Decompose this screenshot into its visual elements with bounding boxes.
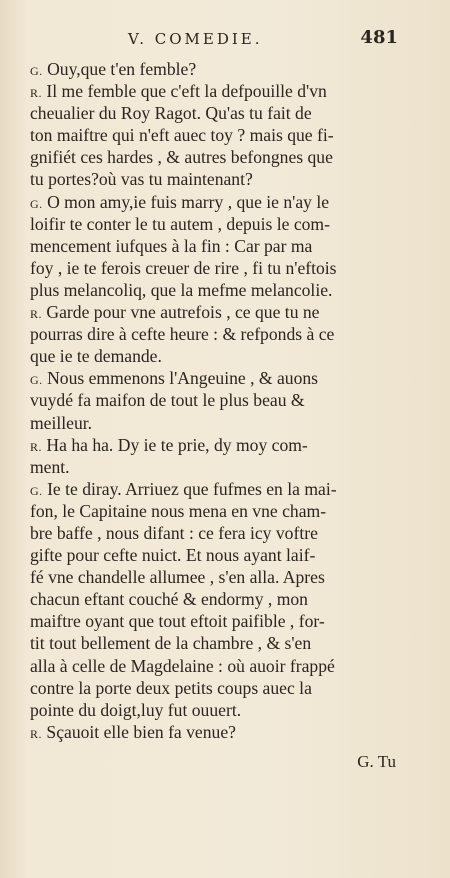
line-text: O mon amy,ie fuis marry , que ie n'ay le (42, 191, 330, 212)
line-text: bre baffe , nous difant : ce fera icy voftre (30, 522, 318, 543)
text-line (30, 566, 410, 588)
line-text: pourras dire à cefte heure : & refponds à ce (30, 324, 335, 345)
line-text: ment. (30, 456, 70, 477)
dialogue-text (30, 58, 410, 743)
text-line (30, 522, 410, 544)
line-text: Ha ha ha. Dy ie te prie, dy moy com- (42, 434, 308, 455)
line-text: Il me femble que c'eft la defpouille d'vn (42, 81, 327, 102)
line-text: plus melancoliq, que la mefme melancolie. (30, 279, 333, 300)
line-text: Ie te diray. Arriuez que fufmes en la mai- (42, 478, 337, 499)
text-line (30, 58, 410, 80)
speaker-label: R. (30, 726, 43, 741)
line-text: contre la porte deux petits coups auec la (30, 677, 312, 698)
line-text: Nous emmenons l'Angeuine , & auons (42, 368, 319, 389)
text-line (30, 721, 410, 743)
line-text: ton maiftre qui n'eft auec toy ? mais que fi- (30, 125, 334, 146)
text-line (30, 610, 410, 632)
text-line (30, 102, 410, 124)
line-text: fon, le Capitaine nous mena en vne cham- (30, 500, 327, 521)
speaker-label: G. (30, 64, 43, 78)
line-text: gifte pour cefte nuict. Et nous ayant laif- (30, 545, 316, 566)
text-line (30, 235, 410, 257)
line-text: maiftre oyant que tout eftoit paifible , for- (30, 611, 325, 632)
line-text: Sçauoit elle bien fa venue? (42, 721, 236, 742)
line-text: pointe du doigt,luy fut ouuert. (30, 699, 242, 720)
catchword: G. Tu (357, 752, 396, 771)
text-line (30, 456, 410, 478)
text-line (30, 632, 410, 654)
text-line (30, 279, 410, 301)
text-line (30, 699, 410, 721)
text-line (30, 257, 410, 279)
speaker-label: G. (30, 373, 43, 388)
text-line (30, 412, 410, 434)
page-number: 481 (360, 27, 398, 48)
line-text: que ie te demande. (30, 346, 162, 367)
text-line (30, 367, 410, 389)
speaker-label: G. (30, 483, 43, 498)
text-line (30, 478, 410, 500)
line-text: Ouy,que t'en femble? (42, 59, 197, 79)
line-text: tit tout bellement de la chambre , & s'en (30, 633, 312, 654)
text-line (30, 80, 410, 102)
speaker-label: R. (30, 86, 43, 101)
text-line (30, 168, 410, 190)
line-text: chacun eftant couché & endormy , mon (30, 589, 308, 610)
line-text: meilleur. (30, 412, 93, 433)
line-text: gnifiét ces hardes , & autres befongnes que (30, 147, 333, 168)
line-text: alla à celle de Magdelaine : où auoir frappé (30, 655, 335, 676)
text-line (30, 191, 410, 213)
line-text: loifir te conter le tu autem , depuis le com- (30, 213, 330, 234)
speaker-label: G. (30, 196, 43, 211)
text-line (30, 323, 410, 345)
text-line (30, 588, 410, 610)
line-text: mencement iufques à la fin : Car par ma (30, 235, 313, 256)
line-text: vuydé fa maifon de tout le plus beau & (30, 390, 305, 411)
text-line (30, 124, 410, 146)
line-text: Garde pour vne autrefois , ce que tu ne (42, 302, 320, 323)
text-line (30, 434, 410, 456)
text-line (30, 500, 410, 522)
text-line (30, 146, 410, 168)
text-line (30, 655, 410, 677)
line-text: foy , ie te ferois creuer de rire , fi tu n'eftois (30, 257, 337, 278)
text-line (30, 677, 410, 699)
text-line (30, 213, 410, 235)
line-text: tu portes?où vas tu maintenant? (30, 169, 253, 190)
text-line (30, 389, 410, 411)
page-header (0, 27, 450, 52)
line-text: cheualier du Roy Ragot. Qu'as tu fait de (30, 103, 312, 124)
line-text: fé vne chandelle allumee , s'en alla. Apres (30, 567, 325, 588)
speaker-label: R. (30, 439, 43, 454)
text-line (30, 301, 410, 323)
text-line (30, 544, 410, 566)
text-line (30, 345, 410, 367)
running-title: V. COMEDIE. (128, 30, 263, 48)
speaker-label: R. (30, 307, 43, 322)
